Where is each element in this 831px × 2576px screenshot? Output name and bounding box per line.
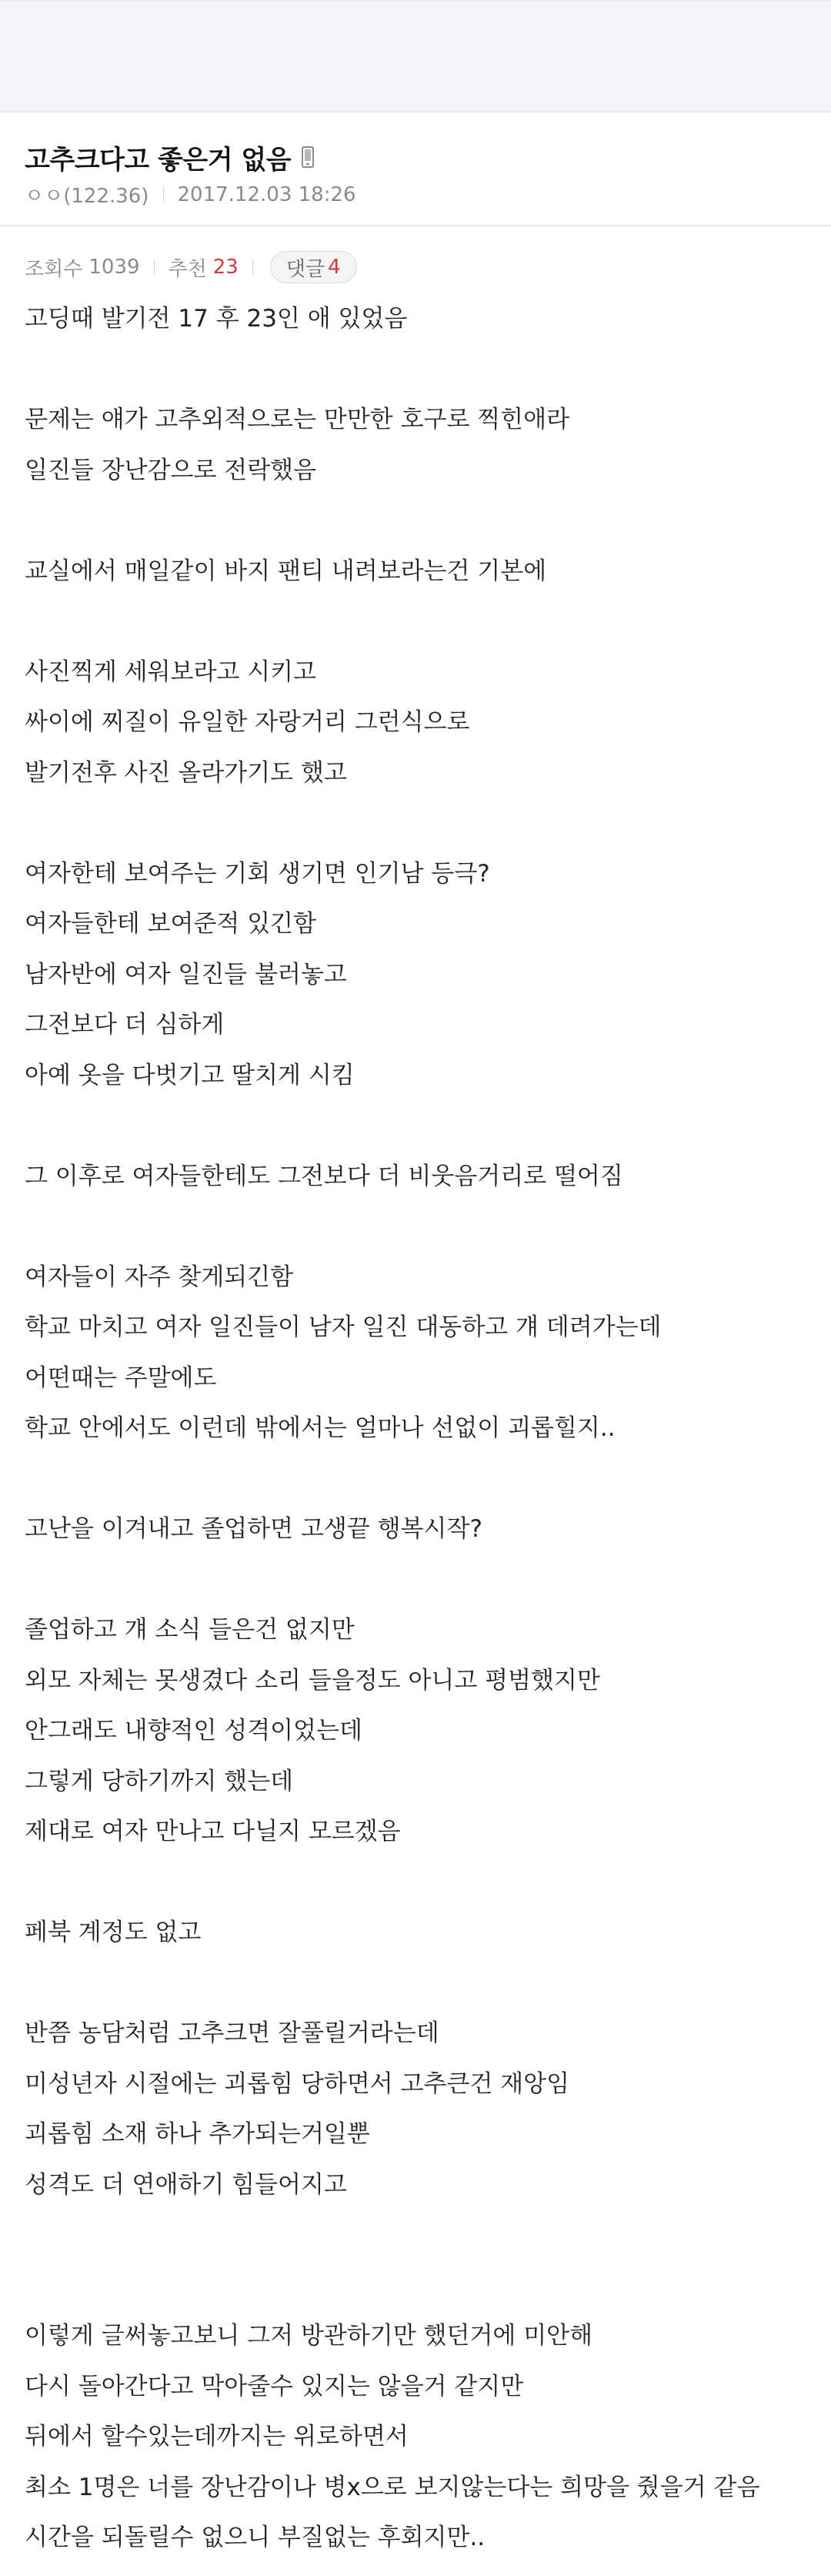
body-text-line: 학교 안에서도 이런데 밖에서는 얼마나 선없이 괴롭힐지.. <box>25 1414 616 1442</box>
post-date: 2017.12.03 18:26 <box>177 182 356 206</box>
body-text-line: 그 이후로 여자들한테도 그전보다 더 비웃음거리로 떨어짐 <box>25 1162 623 1190</box>
body-text-line: 졸업하고 걔 소식 들은건 없지만 <box>25 1616 355 1644</box>
post-meta <box>25 180 356 209</box>
body-blank-line <box>25 1202 809 1253</box>
body-blank-line <box>25 2261 809 2312</box>
stats-divider <box>252 259 253 275</box>
body-blank-line <box>25 798 809 849</box>
body-text-line: 문제는 얘가 고추외적으로는 만만한 호구로 찍힌애라 <box>25 406 570 433</box>
body-text-line: 외모 자체는 못생겼다 소리 들을정도 아니고 평범했지만 <box>25 1666 600 1694</box>
post-author[interactable]: ㅇㅇ(122.36) <box>25 185 149 208</box>
views-count: 1039 <box>88 256 140 279</box>
body-text-line: 최소 1명은 너를 장난감이나 병x으로 보지않는다는 희망을 줬을거 같음 <box>25 2473 760 2501</box>
body-text-line: 페북 계정도 없고 <box>25 1919 202 1946</box>
comments-button[interactable] <box>270 251 357 283</box>
recommend-label: 추천 <box>168 257 207 281</box>
body-text-line: 일진들 장난감으로 전락했음 <box>25 456 317 484</box>
mobile-phone-icon <box>302 146 315 169</box>
body-text-line: 성격도 더 연애하기 힘들어지고 <box>25 2170 347 2199</box>
body-text-line: 어떤때는 주말에도 <box>25 1363 217 1392</box>
body-text-line: 이렇게 글써놓고보니 그저 방관하기만 했던거에 미안해 <box>25 2322 593 2350</box>
body-text-line: 고딩때 발기전 17 후 23인 애 있었음 <box>25 305 408 333</box>
comments-label: 댓글 <box>285 257 325 281</box>
body-blank-line <box>25 2210 809 2261</box>
post-body <box>25 294 809 2564</box>
body-text-line: 그전보다 더 심하게 <box>25 1011 225 1039</box>
recommend-count: 23 <box>212 256 239 279</box>
body-blank-line <box>25 597 809 647</box>
meta-divider <box>163 186 164 203</box>
body-blank-line <box>25 1858 809 1909</box>
body-text-line: 교실에서 매일같이 바지 팬티 내려보라는건 기본에 <box>25 557 547 585</box>
post-header <box>0 112 831 226</box>
body-text-line: 여자한테 보여주는 기회 생기면 인기남 등극? <box>25 859 490 888</box>
post-title-row <box>25 139 315 176</box>
body-text-line: 사진찍게 세워보라고 시키고 <box>25 657 317 686</box>
body-text-line: 싸이에 찌질이 유일한 자랑거리 그런식으로 <box>25 708 470 736</box>
body-blank-line <box>25 1101 809 1152</box>
body-text-line: 남자반에 여자 일진들 불러놓고 <box>25 960 347 989</box>
post-stats <box>25 249 357 285</box>
body-text-line: 그렇게 당하기까지 했는데 <box>25 1767 294 1795</box>
body-blank-line <box>25 496 809 547</box>
body-blank-line <box>25 1959 809 2009</box>
body-blank-line <box>25 1555 809 1606</box>
post-title: 고추크다고 좋은거 없음 <box>25 145 292 176</box>
body-text-line: 시간을 되돌릴수 없으니 부질없는 후회지만.. <box>25 2524 486 2551</box>
body-text-line: 안그래도 내향적인 성격이었는데 <box>25 1717 362 1745</box>
body-blank-line <box>25 345 809 396</box>
body-text-line: 고난을 이겨내고 졸업하면 고생끝 행복시작? <box>25 1515 482 1543</box>
views-label: 조회수 <box>25 257 83 281</box>
body-text-line: 미성년자 시절에는 괴롭힘 당하면서 고추큰건 재앙임 <box>25 2069 570 2098</box>
body-blank-line <box>25 1454 809 1505</box>
body-text-line: 학교 마치고 여자 일진들이 남자 일진 대동하고 걔 데려가는데 <box>25 1313 662 1341</box>
top-banner-area <box>0 0 831 112</box>
body-text-line: 괴롭힘 소재 하나 추가되는거일뿐 <box>25 2120 370 2148</box>
body-text-line: 뒤에서 할수있는데까지는 위로하면서 <box>25 2423 409 2451</box>
body-text-line: 여자들한테 보여준적 있긴함 <box>25 910 317 938</box>
body-text-line: 여자들이 자주 찾게되긴함 <box>25 1263 294 1291</box>
body-text-line: 반쯤 농담처럼 고추크면 잘풀릴거라는데 <box>25 2019 439 2047</box>
stats-divider <box>154 259 155 275</box>
body-text-line: 다시 돌아간다고 막아줄수 있지는 않을거 같지만 <box>25 2372 524 2400</box>
comments-count: 4 <box>328 256 341 279</box>
body-text-line: 발기전후 사진 올라가기도 했고 <box>25 758 347 787</box>
body-text-line: 아예 옷을 다벗기고 딸치게 시킴 <box>25 1061 355 1089</box>
body-text-line: 제대로 여자 만나고 다닐지 모르겠음 <box>25 1818 401 1845</box>
